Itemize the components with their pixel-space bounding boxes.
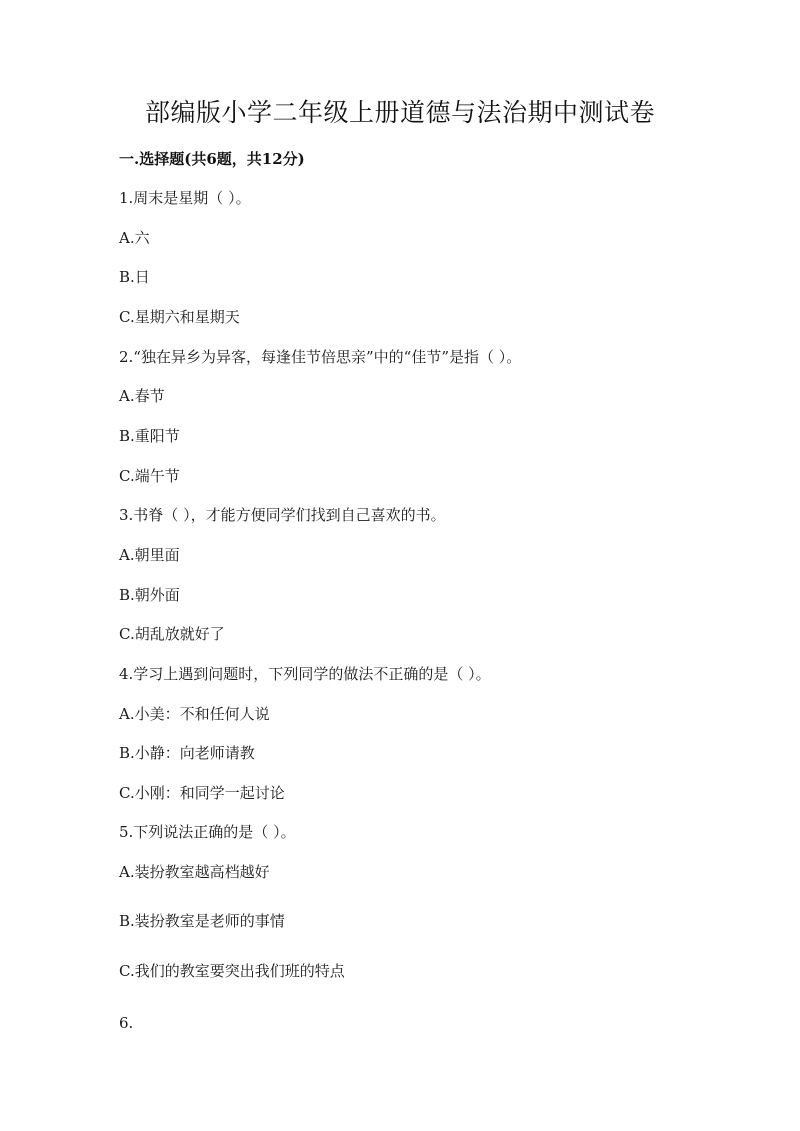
question-3-option-c: C.胡乱放就好了 xyxy=(119,625,225,643)
question-3-option-a: A.朝里面 xyxy=(119,546,180,564)
question-4-option-b: B.小静：向老师请教 xyxy=(119,744,255,762)
question-5-option-c: C.我们的教室要突出我们班的特点 xyxy=(119,962,345,980)
question-4-option-c: C.小刚：和同学一起讨论 xyxy=(119,784,285,802)
question-3-stem: 3.书脊（ ），才能方便同学们找到自己喜欢的书。 xyxy=(119,506,446,524)
question-1-option-c: C.星期六和星期天 xyxy=(119,308,240,326)
question-4-stem: 4.学习上遇到问题时，下列同学的做法不正确的是（ ）。 xyxy=(119,665,491,683)
question-3-option-b: B.朝外面 xyxy=(119,586,180,604)
question-2-option-c: C.端午节 xyxy=(119,467,180,485)
question-5-option-b: B.装扮教室是老师的事情 xyxy=(119,912,285,930)
question-2-option-b: B.重阳节 xyxy=(119,427,180,445)
question-4-option-a: A.小美：不和任何人说 xyxy=(119,705,270,723)
question-5-stem: 5.下列说法正确的是（ ）。 xyxy=(119,823,296,841)
question-6-stem: 6. xyxy=(119,1014,134,1032)
question-1-option-a: A.六 xyxy=(119,229,150,247)
question-2-option-a: A.春节 xyxy=(119,387,165,405)
question-2-stem: 2.“独在异乡为异客，每逢佳节倍思亲”中的“佳节”是指（ ）。 xyxy=(119,348,522,366)
question-1-stem: 1.周末是星期（ ）。 xyxy=(119,189,251,207)
page-title: 部编版小学二年级上册道德与法治期中测试卷 xyxy=(144,98,655,127)
section-header: 一.选择题(共6题，共12分) xyxy=(119,150,305,168)
question-5-option-a: A.装扮教室越高档越好 xyxy=(119,863,270,881)
question-1-option-b: B.日 xyxy=(119,268,150,286)
